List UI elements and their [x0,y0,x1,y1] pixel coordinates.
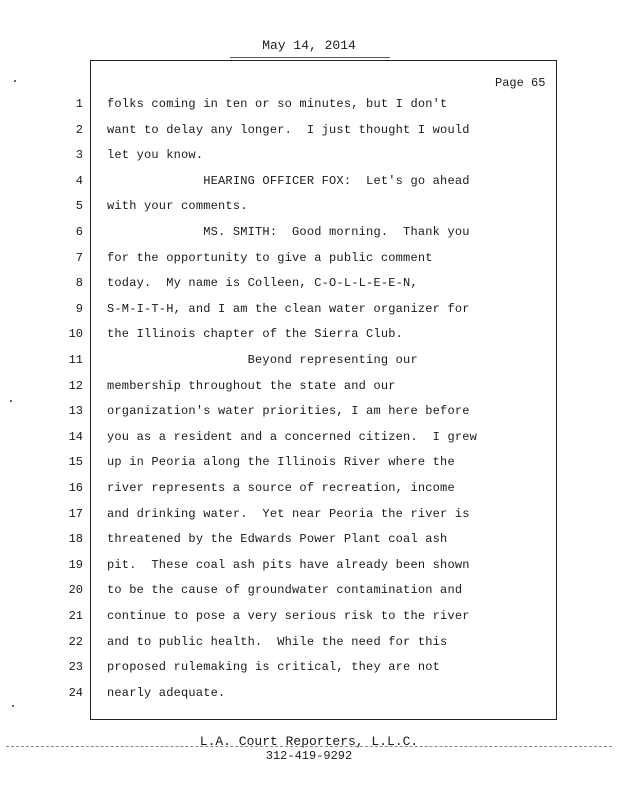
line-text: for the opportunity to give a public comment [107,251,433,265]
line-text: let you know. [107,148,204,162]
line-text: the Illinois chapter of the Sierra Club. [107,327,404,341]
line-number: 14 [68,430,83,444]
line-number: 4 [75,174,83,188]
line-number: 19 [68,558,83,572]
line-text: pit. These coal ash pits have already been shown [107,558,470,572]
line-number: 3 [75,148,83,162]
line-number: 21 [68,609,83,623]
line-number: 5 [75,199,83,213]
line-text: up in Peoria along the Illinois River where the [107,455,455,469]
line-text: S-M-I-T-H, and I am the clean water organizer for [107,302,470,316]
line-number: 12 [68,379,83,393]
line-number: 8 [75,276,83,290]
line-number: 18 [68,532,83,546]
line-text: folks coming in ten or so minutes, but I don't [107,97,448,111]
line-text: river represents a source of recreation, income [107,481,455,495]
line-number: 11 [68,353,83,367]
footer-company: L.A. Court Reporters, L.L.C. [199,734,419,749]
line-text: membership throughout the state and our [107,379,396,393]
line-number: 24 [68,686,83,700]
line-number: 22 [68,635,83,649]
line-number: 13 [68,404,83,418]
line-text: want to delay any longer. I just thought I would [107,123,470,137]
scan-speck [14,80,16,82]
line-number: 2 [75,123,83,137]
line-number: 20 [68,583,83,597]
line-text: organization's water priorities, I am here before [107,404,470,418]
line-number: 16 [68,481,83,495]
line-text: to be the cause of groundwater contamination and [107,583,463,597]
scan-speck [10,400,12,402]
header-underline [230,57,390,58]
line-text: today. My name is Colleen, C-O-L-L-E-E-N, [107,276,418,290]
line-text: HEARING OFFICER FOX: Let's go ahead [107,174,470,188]
line-text: and drinking water. Yet near Peoria the river is [107,507,470,521]
line-text: and to public health. While the need for this [107,635,448,649]
footer-phone: 312-419-9292 [265,749,353,763]
line-text: with your comments. [107,199,248,213]
line-text: proposed rulemaking is critical, they are not [107,660,441,674]
line-text: Beyond representing our [107,353,418,367]
header-date: May 14, 2014 [262,38,356,53]
line-text: nearly adequate. [107,686,226,700]
line-text: you as a resident and a concerned citizen. I grew [107,430,478,444]
line-number: 7 [75,251,83,265]
page-number: Page 65 [495,76,546,90]
line-number: 10 [68,327,83,341]
line-number: 6 [75,225,83,239]
line-number: 17 [68,507,83,521]
line-text: MS. SMITH: Good morning. Thank you [107,225,470,239]
line-text: continue to pose a very serious risk to the river [107,609,470,623]
line-text: threatened by the Edwards Power Plant coal ash [107,532,448,546]
line-number: 9 [75,302,83,316]
line-number: 15 [68,455,83,469]
line-number: 23 [68,660,83,674]
line-number: 1 [75,97,83,111]
scan-speck [12,705,14,707]
